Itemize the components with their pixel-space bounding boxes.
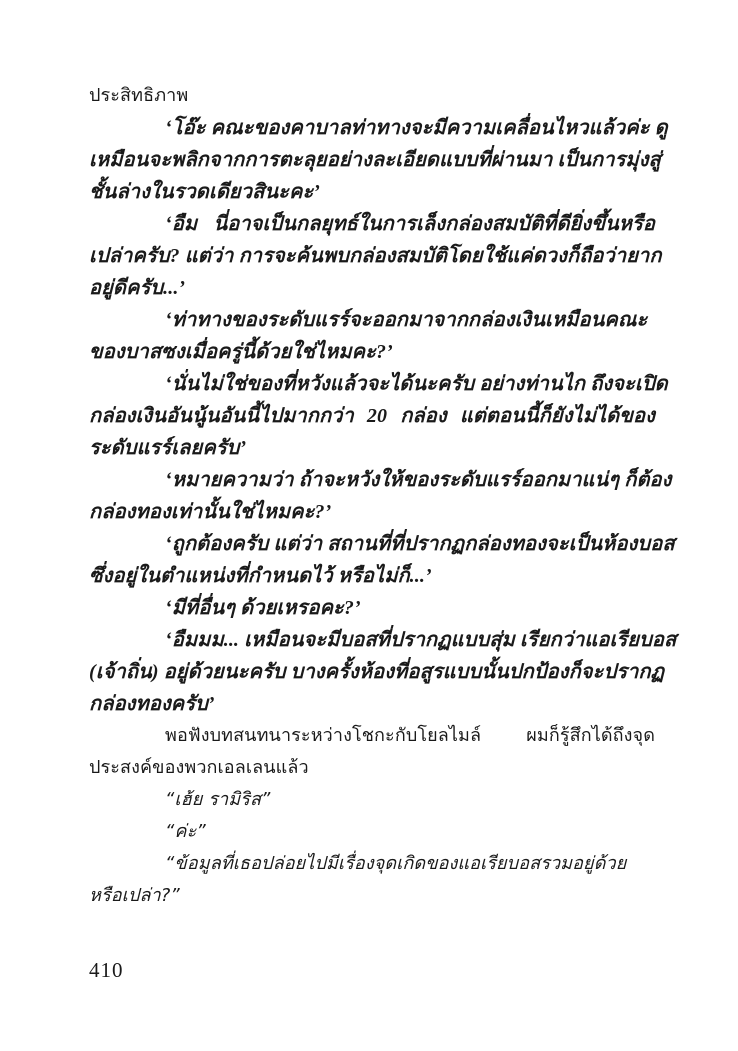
text-line: ชั้นล่างในรวดเดียวสินะคะ’ (89, 181, 321, 203)
text-line: ระดับแรร์เลยครับ’ (89, 437, 247, 459)
text-line: ซึ่งอยู่ในตำแหน่งที่กำหนดไว้ หรือไม่ก็...’ (89, 565, 432, 587)
text-line: ‘อืม นี่อาจเป็นกลยุทธ์ในการเล็งกล่องสมบัติที่ดียิ่งขึ้นหรือ (165, 213, 655, 235)
text-line: เหมือนจะพลิกจากการตะลุยอย่างละเอียดแบบที่ผ่านมา เป็นการมุ่งสู่ (89, 149, 661, 171)
text-line: ของบาสซงเมื่อครู่นี้ด้วยใช่ไหมคะ?’ (89, 341, 393, 363)
text-line: เปล่าครับ? แต่ว่า การจะค้นพบกล่องสมบัติโดยใช้แค่ดวงก็ถือว่ายาก (89, 245, 662, 267)
text-line: กล่องทองเท่านั้นใช่ไหมคะ?’ (89, 501, 332, 523)
text-line: หรือเปล่า?” (89, 885, 180, 906)
text-line: ประสงค์ของพวกเอลเลนแล้ว (89, 757, 309, 778)
text-line: ‘ถูกต้องครับ แต่ว่า สถานที่ที่ปรากฏกล่องทองจะเป็นห้องบอส (165, 533, 675, 555)
text-line: ‘โอ๊ะ คณะของคาบาลท่าทางจะมีความเคลื่อนไหวแล้วค่ะ ดู (165, 117, 668, 139)
text-line: “ค่ะ” (165, 821, 206, 842)
text-line: กล่องทองครับ’ (89, 693, 215, 715)
text-line: อยู่ดีครับ...’ (89, 277, 186, 299)
text-line: ‘มีที่อื่นๆ ด้วยเหรอคะ?’ (165, 597, 361, 619)
text-line: ‘ท่าทางของระดับแรร์จะออกมาจากกล่องเงินเหมือนคณะ (165, 309, 648, 331)
text-line: ‘หมายความว่า ถ้าจะหวังให้ของระดับแรร์ออกมาแน่ๆ ก็ต้อง (165, 469, 672, 491)
text-line: “ข้อมูลที่เธอปล่อยไปมีเรื่องจุดเกิดของแอเรียบอสรวมอยู่ด้วย (165, 853, 627, 874)
page-body (89, 80, 677, 912)
text-line: พอฟังบทสนทนาระหว่างโชกะกับโยลไมล์ ผมก็รู้สึกได้ถึงจุด (165, 725, 655, 746)
text-line: “เฮ้ย รามิริส” (165, 789, 271, 810)
page-number: 410 (89, 958, 124, 982)
text-line: ‘อืมมม... เหมือนจะมีบอสที่ปรากฏแบบสุ่ม เรียกว่าแอเรียบอส (165, 629, 677, 651)
text-line: (เจ้าถิ่น) อยู่ด้วยนะครับ บางครั้งห้องที่อสูรแบบนั้นปกป้องก็จะปรากฏ (89, 661, 665, 683)
text-line: ‘นั่นไม่ใช่ของที่หวังแล้วจะได้นะครับ อย่างท่านไก ถึงจะเปิด (165, 373, 668, 395)
text-line: ประสิทธิภาพ (89, 85, 189, 106)
text-line: กล่องเงินอันนู้นอันนี้ไปมากกว่า 20 กล่อง แต่ตอนนี้ก็ยังไม่ได้ของ (89, 405, 655, 427)
